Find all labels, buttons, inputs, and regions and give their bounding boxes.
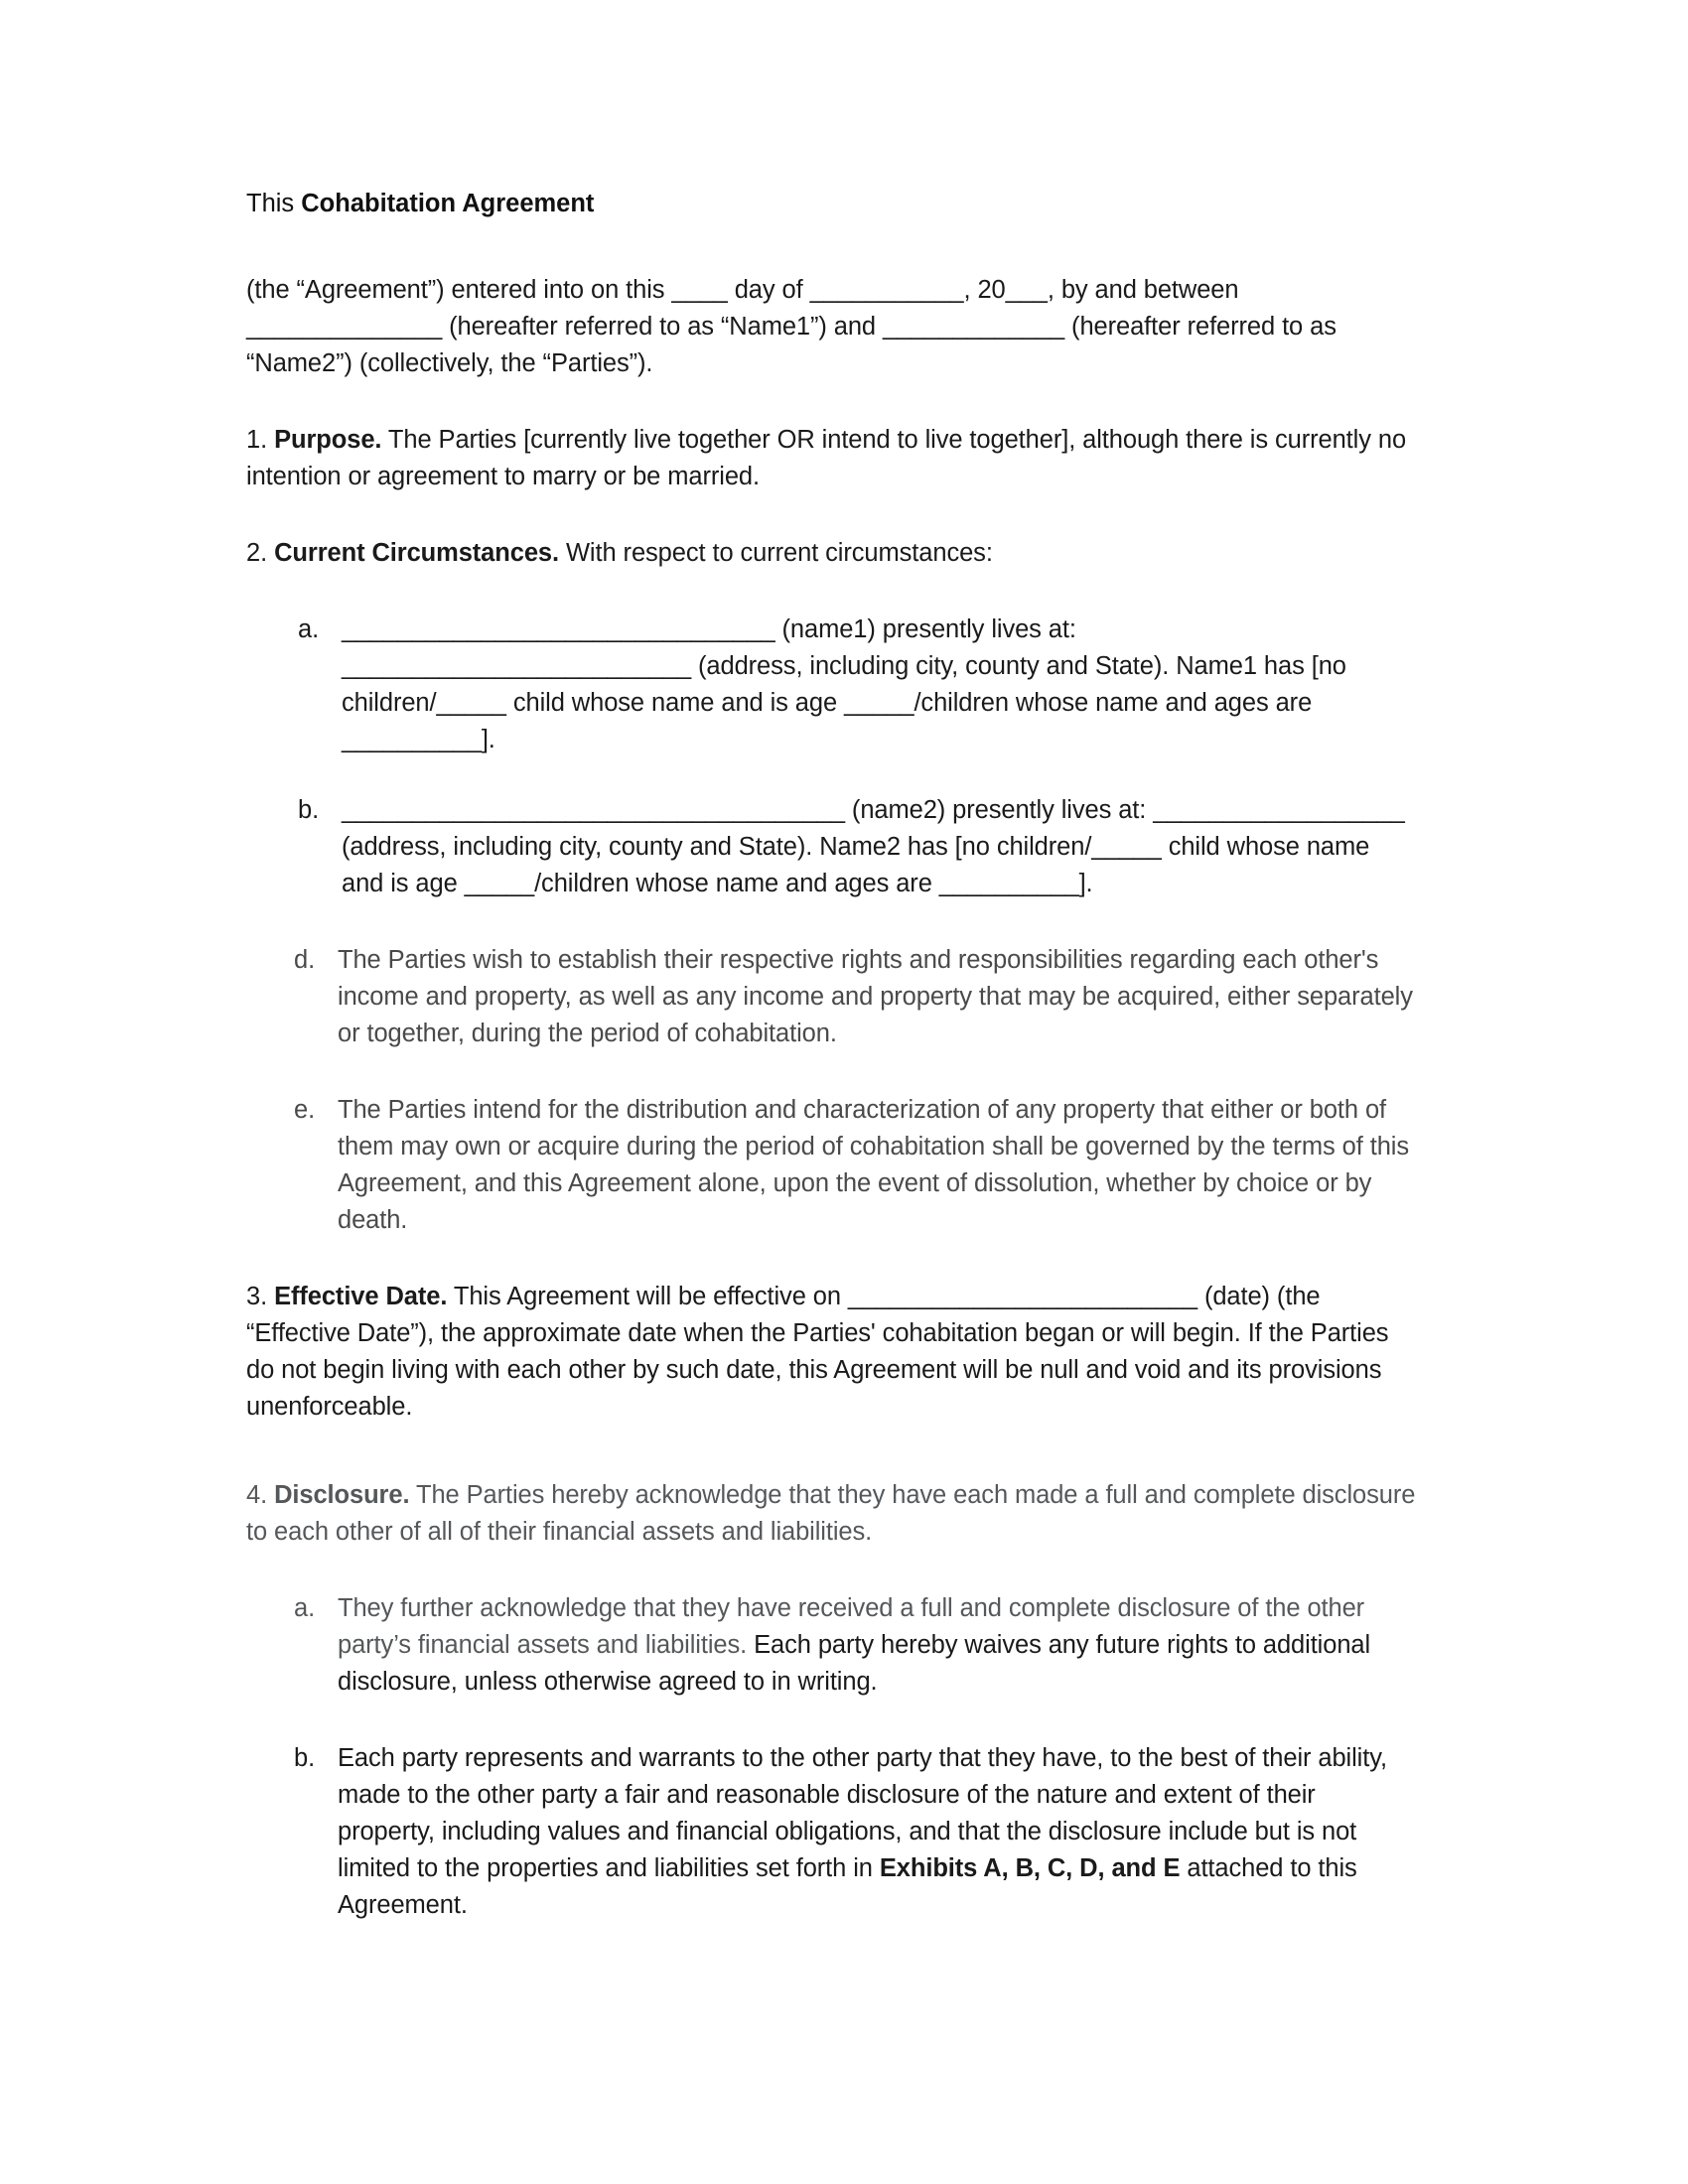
- section-2-title: Current Circumstances.: [274, 539, 559, 567]
- section-2-body: With respect to current circumstances:: [558, 539, 993, 567]
- list-item-text: [338, 1744, 1387, 1919]
- spacer: [246, 382, 1418, 422]
- spacer: [246, 758, 1418, 792]
- spacer: [246, 1052, 1418, 1092]
- list-item: [246, 942, 1418, 1052]
- section-2-number: 2.: [246, 539, 268, 567]
- spacer: [246, 1426, 1418, 1477]
- spacer: [246, 572, 1418, 612]
- list-marker-d: d.: [294, 946, 316, 974]
- list-item-text-lead: Each party represents and warrants to the other party that they have, to the best of their ability, made to the other party a fair and reasonable disclosure of the nature and extent of their property, including values and financial obligations, and that the disclosure include but is not limited to the properties and liabilities set forth in: [338, 1744, 1387, 1882]
- heading-prefix: This: [246, 190, 302, 217]
- list-item-text: ____________________________________ (name2) presently lives at: __________________ (address, including city, county and State). Name2 has [no children/_____ child whose name and is age _____/children whose name and ages are __________].: [342, 796, 1405, 897]
- list-item-text-tail: attached to this Agreement.: [338, 1854, 1357, 1919]
- spacer: [246, 1551, 1418, 1590]
- spacer: [246, 1701, 1418, 1740]
- list-item-text: [338, 1594, 1370, 1696]
- section-4-disclosure: [246, 1477, 1418, 1551]
- list-item-text: The Parties wish to establish their respective rights and responsibilities regarding each other's income and property, as well as any income and property that may be acquired, either separately or together, during the period of cohabitation.: [338, 946, 1413, 1047]
- list-item: [246, 792, 1418, 902]
- section-4-title: Disclosure.: [274, 1481, 410, 1509]
- list-marker-a: a.: [294, 1594, 316, 1622]
- section-4-list: [246, 1590, 1418, 1924]
- section-1-number: 1.: [246, 426, 268, 454]
- section-3-body: This Agreement will be effective on _________________________ (date) (the “Effective Date”), the approximate date when the Parties' cohabitation began or will begin. If the Parties do not begin living with each other by such date, this Agreement will be null and void and its provisions unenforceable.: [246, 1283, 1389, 1421]
- list-item: [246, 612, 1418, 758]
- section-1-purpose: [246, 422, 1418, 495]
- section-3-number: 3.: [246, 1283, 268, 1310]
- spacer: [246, 1239, 1418, 1279]
- list-item-text: The Parties intend for the distribution and characterization of any property that either or both of them may own or acquire during the period of cohabitation shall be governed by the terms of this Agreement, and this Agreement alone, upon the event of dissolution, whether by choice or by death.: [338, 1096, 1410, 1234]
- section-4-body: The Parties hereby acknowledge that they have each made a full and complete disclosure to each other of all of their financial assets and liabilities.: [246, 1481, 1416, 1546]
- list-item-text-lead: They further acknowledge that they have received a full and complete disclosure of the other party’s financial assets and liabilities.: [338, 1594, 1365, 1659]
- section-2-list-continued: [246, 942, 1418, 1239]
- list-item-text-bold: Exhibits A, B, C, D, and E: [879, 1854, 1181, 1882]
- list-marker-a: a.: [298, 615, 320, 643]
- section-2-current-circumstances: [246, 535, 1418, 572]
- intro-paragraph: (the “Agreement”) entered into on this ____ day of ___________, 20___, by and between ______________ (hereafter referred to as “Name1”) and _____________ (hereafter referred to as “Name2”) (collectively, the “Parties”).: [246, 276, 1336, 377]
- list-item: [246, 1740, 1418, 1924]
- list-item-text: _______________________________ (name1) presently lives at: _________________________ (address, including city, county and State). Name1 has [no children/_____ child whose name and is age _____/children whose name and ages are __________].: [342, 615, 1346, 753]
- list-item-text-emphasis: Each party hereby waives any future rights to additional disclosure, unless otherwise agreed to in writing.: [338, 1631, 1371, 1696]
- section-1-body: The Parties [currently live together OR intend to live together], although there is currently no intention or agreement to marry or be married.: [246, 426, 1407, 490]
- list-marker-b: b.: [298, 796, 320, 824]
- list-item: [246, 1590, 1418, 1701]
- section-2-list: [246, 612, 1418, 902]
- spacer: [246, 902, 1418, 942]
- spacer: [246, 220, 1418, 272]
- list-item: [246, 1092, 1418, 1239]
- section-1-title: Purpose.: [274, 426, 382, 454]
- document-heading: [246, 187, 1418, 220]
- section-4-number: 4.: [246, 1481, 268, 1509]
- list-marker-e: e.: [294, 1096, 316, 1124]
- list-marker-b: b.: [294, 1744, 316, 1772]
- document-body: [246, 187, 1418, 1924]
- heading-title: Cohabitation Agreement: [301, 190, 595, 217]
- section-3-effective-date: [246, 1279, 1418, 1426]
- spacer: [246, 495, 1418, 535]
- section-3-title: Effective Date.: [274, 1283, 448, 1310]
